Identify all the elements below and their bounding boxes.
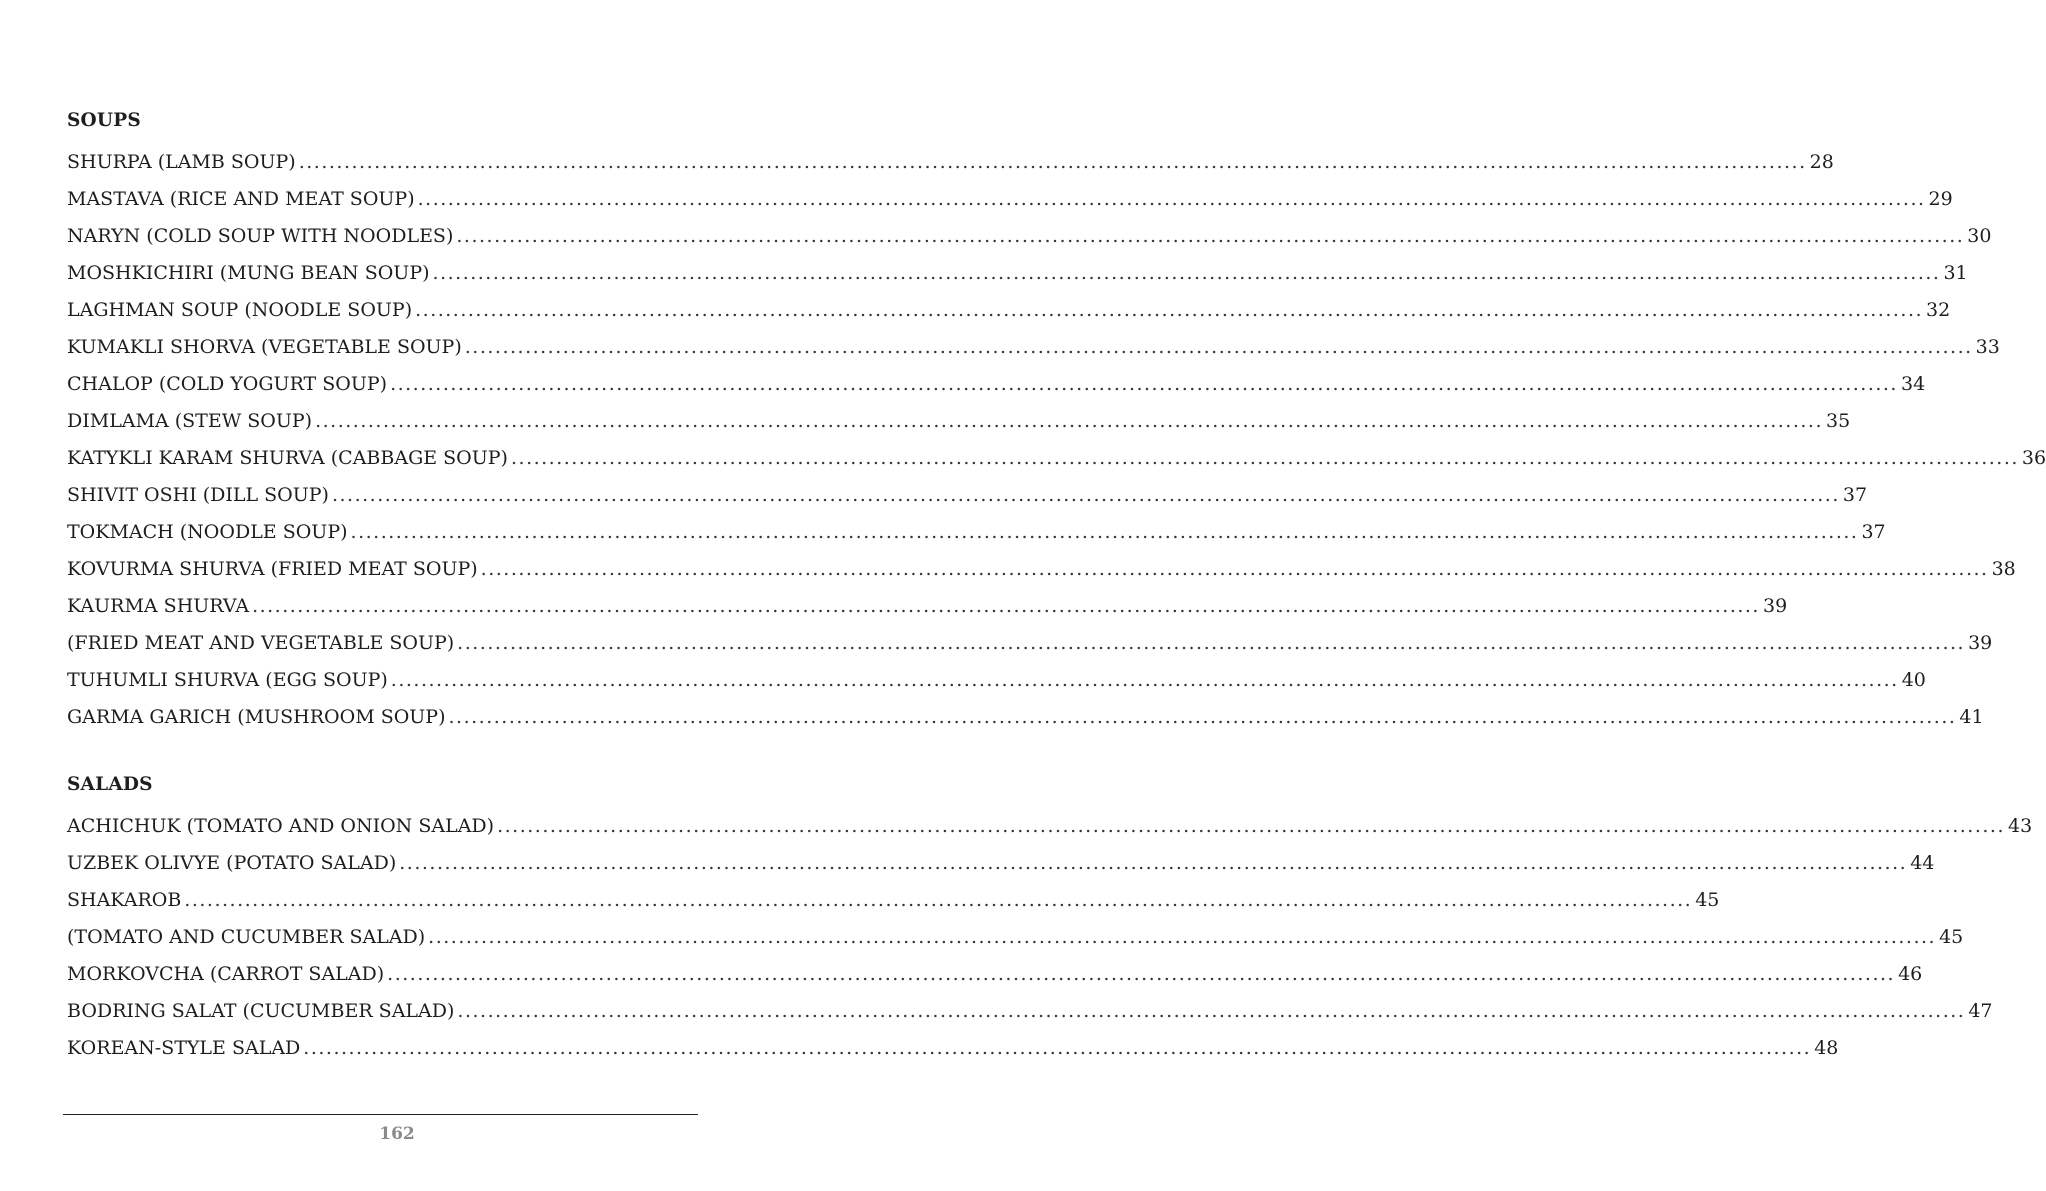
toc-entry-page: 40 [1901,669,1926,691]
toc-entry [67,1030,1839,1067]
section-heading-soups: SOUPS [67,110,141,131]
toc-entry-title: MASTAVA (RICE AND MEAT SOUP) [67,188,415,210]
toc-entry-page: 30 [1967,225,1992,247]
toc-entry [67,699,1984,736]
dot-leader: ........................................................................................................................................................................................................ [448,706,1957,728]
toc-entry [67,662,1926,699]
toc-entry-title: GARMA GARICH (MUSHROOM SOUP) [67,706,446,728]
toc-entry-page: 41 [1959,706,1984,728]
toc-entry-title: CHALOP (COLD YOGURT SOUP) [67,373,388,395]
dot-leader: ........................................................................................................................................................................................................ [464,336,1973,358]
dot-leader: ........................................................................................................................................................................................................ [252,595,1760,617]
dot-leader: ........................................................................................................................................................................................................ [417,188,1926,210]
toc-entry-title: KAURMA SHURVA [67,595,250,617]
toc-entries-salads [67,808,2033,1067]
toc-entry-title: SHAKAROB [67,889,182,911]
toc-entry [67,255,1968,292]
toc-entry-title: (TOMATO AND CUCUMBER SALAD) [67,926,426,948]
dot-leader: ........................................................................................................................................................................................................ [184,889,1693,911]
toc-entry [67,845,1935,882]
toc-entry [67,292,1951,329]
toc-entry-title: BODRING SALAT (CUCUMBER SALAD) [67,1000,455,1022]
toc-entry-title: KUMAKLI SHORVA (VEGETABLE SOUP) [67,336,462,358]
toc-entry-page: 45 [1939,926,1964,948]
toc-entry-page: 36 [2021,447,2046,469]
dot-leader: ........................................................................................................................................................................................................ [497,815,2005,837]
toc-entry-page: 37 [1861,521,1886,543]
toc-section-salads [67,773,2033,1067]
toc-entry-page: 46 [1898,963,1923,985]
toc-entry-page: 48 [1814,1037,1839,1059]
dot-leader: ........................................................................................................................................................................................................ [315,410,1824,432]
toc-entry [67,403,1851,440]
toc-entry [67,440,2046,477]
toc-entry-title: (FRIED MEAT AND VEGETABLE SOUP) [67,632,455,654]
dot-leader: ........................................................................................................................................................................................................ [457,1000,1966,1022]
dot-leader: ........................................................................................................................................................................................................ [428,926,1937,948]
toc-entry-page: 44 [1910,852,1935,874]
toc-entry-title: DIMLAMA (STEW SOUP) [67,410,313,432]
dot-leader: ........................................................................................................................................................................................................ [399,852,1908,874]
toc-entry-page: 37 [1842,484,1868,506]
page-number: 162 [379,1124,415,1144]
toc-entry [67,882,1720,919]
toc-entry-page: 34 [1900,373,1926,395]
toc-entry [67,956,1923,993]
toc-entry-title: MOSHKICHIRI (MUNG BEAN SOUP) [67,262,430,284]
dot-leader: ........................................................................................................................................................................................................ [510,447,2019,469]
toc-entry [67,625,1993,662]
toc-entry [67,588,1788,625]
section-heading-salads: SALADS [67,774,153,795]
toc-entry-title: TUHUMLI SHURVA (EGG SOUP) [67,669,388,691]
toc-entry [67,551,2016,588]
toc-entry-page: 47 [1968,1000,1993,1022]
toc-entry-page: 35 [1826,410,1851,432]
dot-leader: ........................................................................................................................................................................................................ [331,484,1840,506]
toc-entry [67,808,2033,845]
toc-entry-title: SHURPA (LAMB SOUP) [67,151,296,173]
toc-entry-title: ACHICHUK (TOMATO AND ONION SALAD) [67,815,495,837]
toc-entry [67,993,1993,1030]
toc-entry-title: UZBEK OLIVYE (POTATO SALAD) [67,852,397,874]
toc-entry-title: LAGHMAN SOUP (NOODLE SOUP) [67,299,413,321]
toc-entry-page: 32 [1926,299,1951,321]
dot-leader: ........................................................................................................................................................................................................ [387,963,1896,985]
toc-entry-page: 39 [1968,632,1993,654]
toc-entry-page: 31 [1943,262,1968,284]
dot-leader: ........................................................................................................................................................................................................ [390,669,1899,691]
dot-leader: ........................................................................................................................................................................................................ [432,262,1941,284]
footer-divider [63,1114,698,1115]
toc-entry-title: KATYKLI KARAM SHURVA (CABBAGE SOUP) [67,447,508,469]
toc-entry [67,218,1992,255]
dot-leader: ........................................................................................................................................................................................................ [390,373,1898,395]
toc-entry-page: 28 [1809,151,1834,173]
toc-entry [67,329,2000,366]
toc-entry-title: TOKMACH (NOODLE SOUP) [67,521,348,543]
dot-leader: ........................................................................................................................................................................................................ [456,225,1965,247]
toc-entry-title: KOVURMA SHURVA (FRIED MEAT SOUP) [67,558,478,580]
toc-entry [67,181,1953,218]
toc-entry-page: 45 [1695,889,1720,911]
toc-entries-soups [67,144,2046,736]
dot-leader: ........................................................................................................................................................................................................ [457,632,1966,654]
toc-entry-page: 33 [1975,336,2000,358]
dot-leader: ........................................................................................................................................................................................................ [303,1037,1812,1059]
toc-entry-page: 38 [1991,558,2016,580]
toc-entry-title: SHIVIT OSHI (DILL SOUP) [67,484,329,506]
toc-entry [67,514,1886,551]
toc-entry [67,144,1834,181]
toc-entry-title: KOREAN-STYLE SALAD [67,1037,301,1059]
toc-entry [67,366,1926,403]
toc-entry-page: 39 [1762,595,1788,617]
toc-entry [67,477,1868,514]
toc-entry [67,919,1964,956]
dot-leader: ........................................................................................................................................................................................................ [415,299,1924,321]
toc-entry-title: NARYN (COLD SOUP WITH NOODLES) [67,225,454,247]
toc-section-soups [67,109,2046,736]
toc-entry-page: 29 [1928,188,1953,210]
dot-leader: ........................................................................................................................................................................................................ [480,558,1989,580]
toc-entry-title: MORKOVCHA (CARROT SALAD) [67,963,385,985]
dot-leader: ........................................................................................................................................................................................................ [350,521,1859,543]
dot-leader: ........................................................................................................................................................................................................ [298,151,1807,173]
toc-entry-page: 43 [2008,815,2033,837]
